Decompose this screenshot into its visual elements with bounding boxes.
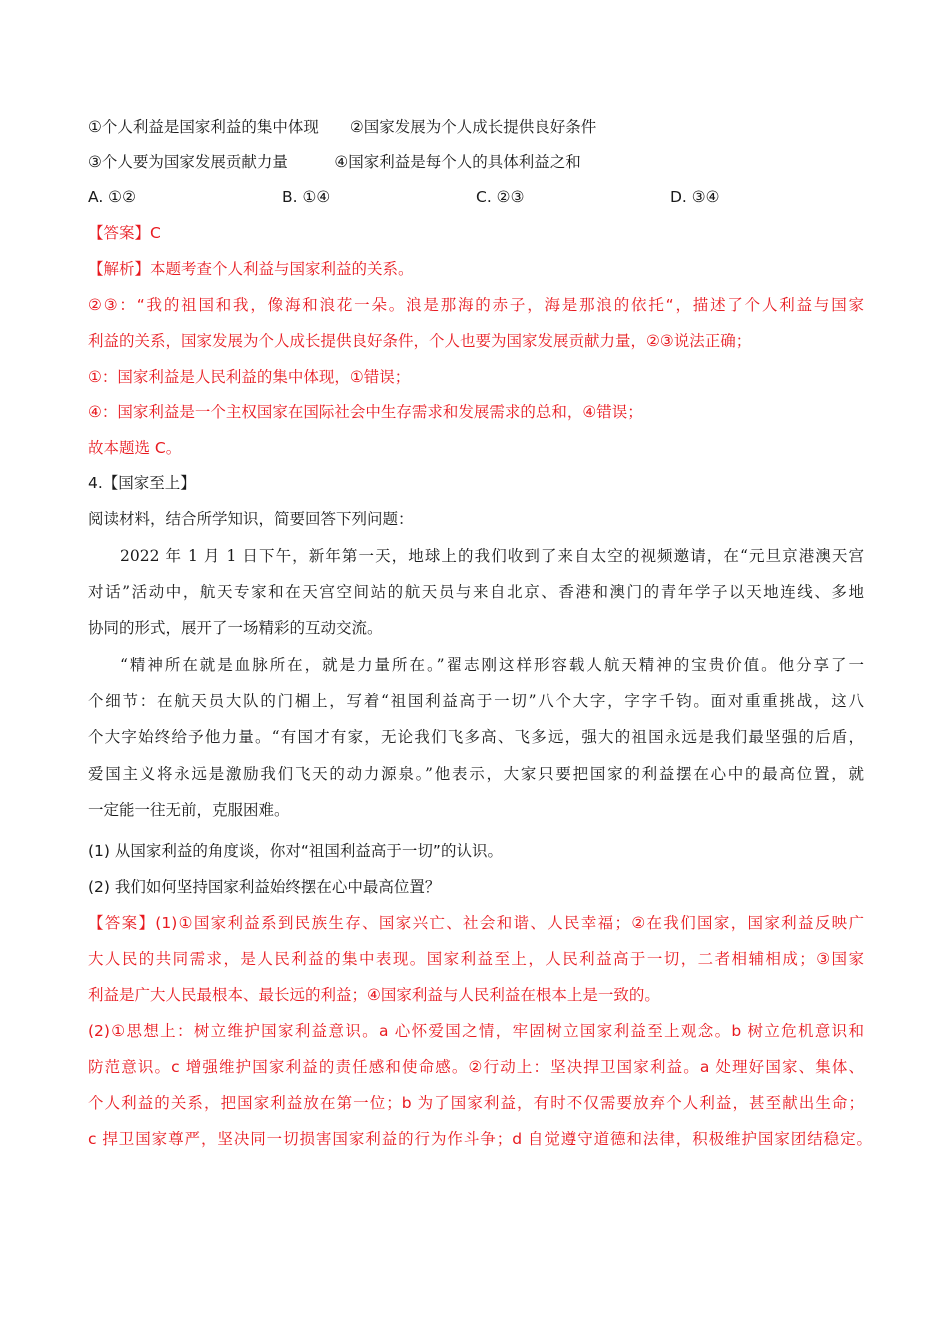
- q3-answer: 【答案】C: [88, 224, 161, 242]
- q3-analysis-line-5: ④：国家利益是一个主权国家在国际社会中生存需求和发展需求的总和，④错误；: [88, 403, 643, 421]
- option-d: D. ③④: [670, 188, 720, 206]
- option-c: C. ②③: [476, 188, 525, 206]
- q4-answer-line-1: 【答案】(1)①国家利益系到民族生存、国家兴亡、社会和谐、人民幸福；②在我们国家，国家利益反映广: [88, 914, 864, 932]
- q4-answer-line-6: 个人利益的关系，把国家利益放在第一位；b 为了国家利益，有时不仅需要放弃个人利益，甚至献出生命；: [88, 1094, 864, 1112]
- q3-analysis-line-2: ②③：“我的祖国和我，像海和浪花一朵。浪是那海的赤子，海是那浪的依托“，描述了个人利益与国家: [88, 296, 864, 314]
- option-b: B. ①④: [282, 188, 331, 206]
- material-line-6: 个大字始终给予他力量。“有国才有家，无论我们飞多高、飞多远，强大的祖国永远是我们最坚强的后盾，: [88, 728, 864, 746]
- material-line-1: 2022 年 1 月 1 日下午，新年第一天，地球上的我们收到了来自太空的视频邀请，在“元旦京港澳天宫: [120, 547, 864, 565]
- q4-answer-line-2: 大人民的共同需求，是人民利益的集中表现。国家利益至上，人民利益高于一切，二者相辅相成；③国家: [88, 950, 864, 968]
- q3-analysis-line-4: ①：国家利益是人民利益的集中体现，①错误；: [88, 368, 411, 386]
- material-line-2: 对话”活动中，航天专家和在天宫空间站的航天员与来自北京、香港和澳门的青年学子以天地连线、多地: [88, 583, 864, 601]
- q4-answer-line-7: c 捍卫国家尊严，坚决同一切损害国家利益的行为作斗争；d 自觉遵守道德和法律，积极维护国家团结稳定。: [88, 1130, 872, 1148]
- material-line-5: 个细节：在航天员大队的门楣上，写着“祖国利益高于一切”八个大字，字字千钧。面对重重挑战，这八: [88, 692, 864, 710]
- q3-analysis-line-3: 利益的关系，国家发展为个人成长提供良好条件，个人也要为国家发展贡献力量，②③说法正确；: [88, 332, 752, 350]
- q4-title: 4.【国家至上】: [88, 474, 196, 492]
- q4-answer-line-3: 利益是广大人民最根本、最长远的利益；④国家利益与人民利益在根本上是一致的。: [88, 986, 660, 1004]
- q4-instruction: 阅读材料，结合所学知识，简要回答下列问题：: [88, 510, 414, 528]
- option-a: A. ①②: [88, 188, 136, 206]
- material-line-4: “精神所在就是血脉所在，就是力量所在。”翟志刚这样形容载人航天精神的宝贵价值。他分享了一: [120, 656, 864, 674]
- q4-answer-line-4: (2)①思想上：树立维护国家利益意识。a 心怀爱国之情，牢固树立国家利益至上观念。b 树立危机意识和: [88, 1022, 864, 1040]
- material-line-8: 一定能一往无前，克服困难。: [88, 801, 290, 819]
- statement-line-1: ①个人利益是国家利益的集中体现 ②国家发展为个人成长提供良好条件: [88, 118, 597, 136]
- sub-question-2: (2) 我们如何坚持国家利益始终摆在心中最高位置？: [88, 878, 441, 896]
- q4-answer-line-5: 防范意识。c 增强维护国家利益的责任感和使命感。②行动上：坚决捍卫国家利益。a 处理好国家、集体、: [88, 1058, 864, 1076]
- sub-question-1: (1) 从国家利益的角度谈，你对“祖国利益高于一切”的认识。: [88, 842, 503, 860]
- material-line-3: 协同的形式，展开了一场精彩的互动交流。: [88, 619, 383, 637]
- statement-line-2: ③个人要为国家发展贡献力量 ④国家利益是每个人的具体利益之和: [88, 153, 581, 171]
- material-line-7: 爱国主义将永远是激励我们飞天的动力源泉。”他表示，大家只要把国家的利益摆在心中的最高位置，就: [88, 765, 864, 783]
- q3-analysis-line-6: 故本题选 C。: [88, 439, 182, 457]
- q3-analysis-line-1: 【解析】本题考查个人利益与国家利益的关系。: [88, 260, 414, 278]
